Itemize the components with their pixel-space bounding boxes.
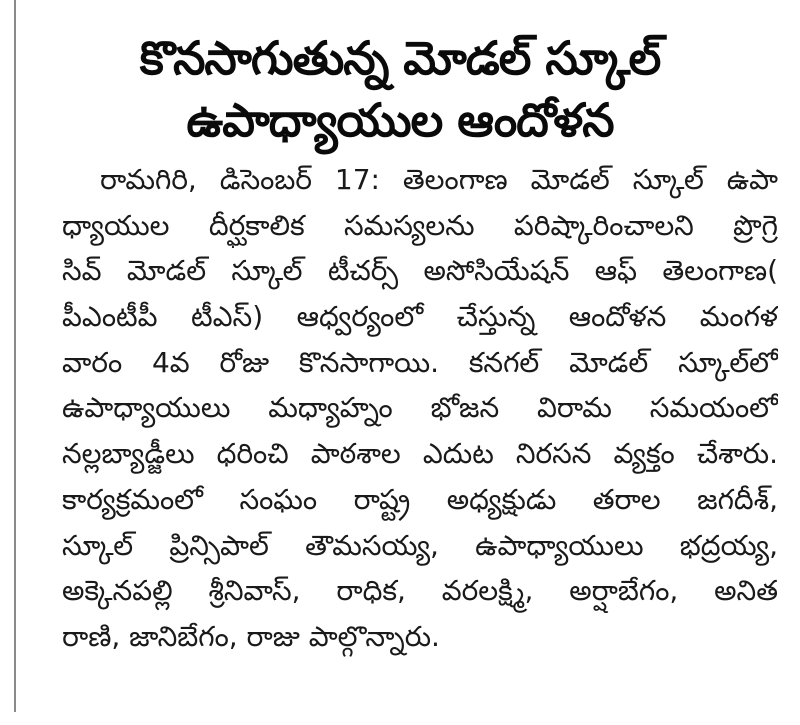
column-divider [14, 0, 16, 712]
body-line: ధ్యాయుల దీర్ఘకాలిక సమస్యలను పరిష్కారించాలని ప్రొగ్రె [62, 208, 778, 242]
cropped-previous-line [64, 0, 484, 10]
body-line: వారం 4వ రోజు కొనసాగాయి. కనగల్ మోడల్ స్కూల్‌లో [62, 345, 778, 379]
body-line: పీఎంటీపీ టీఎస్) ఆధ్వర్యంలో చేస్తున్న ఆందోళన మంగళ [62, 300, 778, 334]
body-line: ఉపాధ్యాయులు మధ్యాహ్నం భోజన విరామ సమయంలో [62, 391, 778, 425]
body-line: స్కూల్ ప్రిన్సిపాల్ తౌమసయ్య, ఉపాధ్యాయులు భద్రయ్య, [62, 528, 778, 562]
body-line: సివ్ మోడల్ స్కూల్ టీచర్స్ అసోసియేషన్ ఆఫ్ తెలంగాణ( [62, 254, 778, 288]
body-line: కార్యక్రమంలో సంఘం రాష్ట్ర అధ్యక్షుడు తరాల జగదీశ్, [62, 482, 778, 516]
headline-line-2: ఉపాధ్యాయుల ఆందోళన [186, 93, 614, 147]
body-line: రామగిరి, డిసెంబర్ 17: తెలంగాణ మోడల్ స్కూల్ ఉపా [100, 163, 778, 196]
body-line: రాణి, జానిబేగం, రాజు పాల్గొన్నారు. [62, 619, 440, 653]
body-line: అక్కెనపల్లి శ్రీనివాస్, రాధిక, వరలక్ష్మి, అర్షాబేగం, అనిత [62, 574, 778, 608]
body-line: నల్లబ్యాడ్జీలు ధరించి పాఠశాల ఎదుట నిరసన వ్యక్తం చేశారు. [62, 437, 778, 471]
article-body [62, 157, 778, 660]
headline-line-1: కొనసాగుతున్న మోడల్ స్కూల్ [139, 31, 661, 85]
